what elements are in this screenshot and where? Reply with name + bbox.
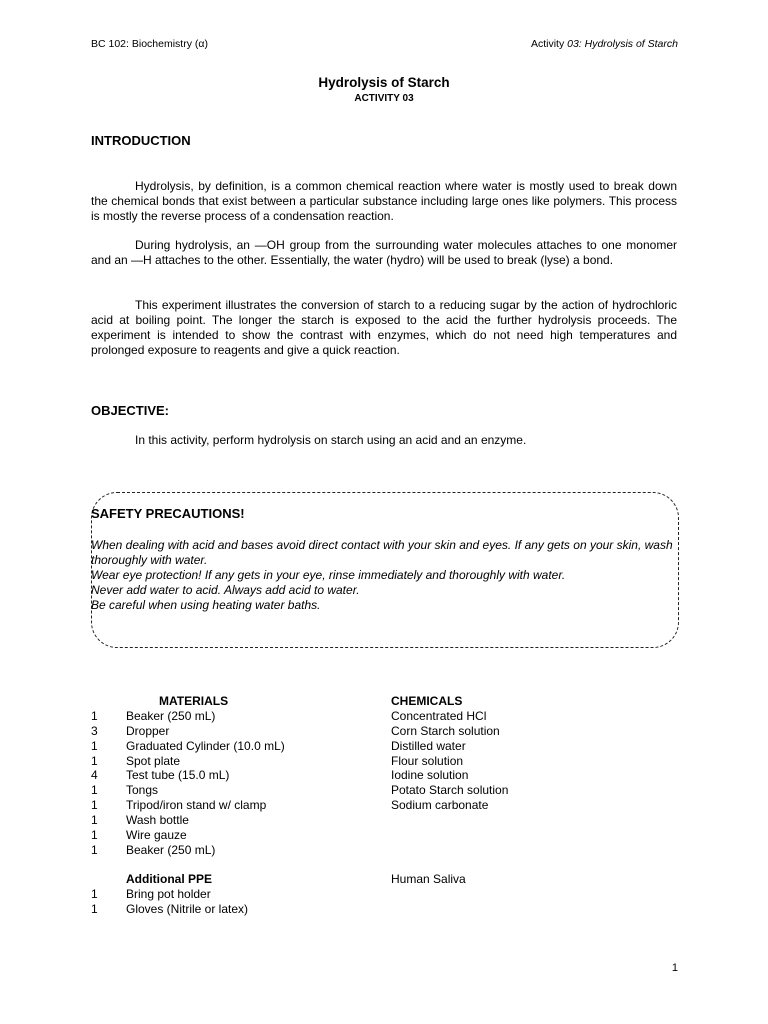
intro-paragraph: Hydrolysis, by definition, is a common chemical reaction where water is mostly used to break down the chemical bonds that exist between a particular substance including large ones like polymers. This process is mostly the reverse process of a condensation reaction. bbox=[91, 179, 677, 223]
safety-list bbox=[91, 538, 679, 613]
safety-line: Wear eye protection! If any gets in your eye, rinse immediately and thoroughly with water. bbox=[91, 568, 566, 582]
document-title: Hydrolysis of Starch bbox=[318, 75, 450, 90]
running-header-activity-title: 03: Hydrolysis of Starch bbox=[567, 38, 678, 50]
ppe-name: Bring pot holder bbox=[126, 887, 211, 901]
material-name: Graduated Cylinder (10.0 mL) bbox=[126, 739, 285, 753]
material-qty: 1 bbox=[91, 843, 98, 857]
material-qty: 1 bbox=[91, 798, 98, 812]
safety-line: Be careful when using heating water baths. bbox=[91, 598, 321, 612]
material-qty: 1 bbox=[91, 739, 98, 753]
material-name: Wash bottle bbox=[126, 813, 189, 827]
material-name: Spot plate bbox=[126, 754, 181, 768]
chemicals-heading: CHEMICALS bbox=[391, 694, 463, 708]
chemical-item: Concentrated HCl bbox=[391, 709, 487, 723]
chemical-item-extra: Human Saliva bbox=[391, 872, 466, 886]
chemical-item: Flour solution bbox=[391, 754, 464, 768]
material-name: Beaker (250 mL) bbox=[126, 843, 216, 857]
chemical-item: Potato Starch solution bbox=[391, 783, 509, 797]
page-number: 1 bbox=[671, 962, 678, 974]
safety-line: Never add water to acid. Always add acid to water. bbox=[91, 583, 360, 597]
ppe-qty: 1 bbox=[91, 902, 98, 916]
material-name: Tongs bbox=[126, 783, 159, 797]
chemical-item: Iodine solution bbox=[391, 768, 469, 782]
safety-line: When dealing with acid and bases avoid direct contact with your skin and eyes. If any gets on your skin, wash thoroughly with water. bbox=[91, 538, 673, 567]
introduction-heading: INTRODUCTION bbox=[91, 133, 191, 148]
objective-heading: OBJECTIVE: bbox=[91, 403, 170, 418]
running-header-activity-prefix: Activity bbox=[530, 38, 568, 50]
ppe-heading: Additional PPE bbox=[126, 872, 213, 886]
document-subtitle: ACTIVITY 03 bbox=[354, 93, 414, 104]
chemical-item: Distilled water bbox=[391, 739, 466, 753]
material-name: Dropper bbox=[126, 724, 170, 738]
material-qty: 1 bbox=[91, 754, 98, 768]
ppe-qty: 1 bbox=[91, 887, 98, 901]
material-qty: 1 bbox=[91, 783, 98, 797]
objective-text: In this activity, perform hydrolysis on starch using an acid and an enzyme. bbox=[135, 433, 527, 447]
material-qty: 1 bbox=[91, 813, 98, 827]
ppe-name: Gloves (Nitrile or latex) bbox=[126, 902, 249, 916]
chemical-item: Sodium carbonate bbox=[391, 798, 489, 812]
safety-heading: SAFETY PRECAUTIONS! bbox=[91, 506, 245, 521]
material-qty: 4 bbox=[91, 768, 98, 782]
material-name: Beaker (250 mL) bbox=[126, 709, 216, 723]
material-name: Test tube (15.0 mL) bbox=[126, 768, 230, 782]
running-header-course: BC 102: Biochemistry (α) bbox=[91, 38, 208, 50]
material-qty: 3 bbox=[91, 724, 98, 738]
intro-paragraph: During hydrolysis, an —OH group from the surrounding water molecules attaches to one monomer and an —H attaches to the other. Essentially, the water (hydro) will be used to break (lyse) a bond. bbox=[91, 238, 677, 267]
material-name: Tripod/iron stand w/ clamp bbox=[126, 798, 267, 812]
intro-paragraph: This experiment illustrates the conversion of starch to a reducing sugar by the action of hydrochloric acid at boiling point. The longer the starch is exposed to the acid the further hydrolysis proceeds. The experiment is intended to show the contrast with enzymes, which do not need high temperatures and prolonged exposure to reagents and give a quick reaction. bbox=[91, 298, 677, 357]
material-qty: 1 bbox=[91, 828, 98, 842]
material-name: Wire gauze bbox=[126, 828, 187, 842]
running-header-activity bbox=[531, 38, 678, 50]
chemical-item: Corn Starch solution bbox=[391, 724, 500, 738]
materials-heading: MATERIALS bbox=[159, 694, 229, 708]
material-qty: 1 bbox=[91, 709, 98, 723]
